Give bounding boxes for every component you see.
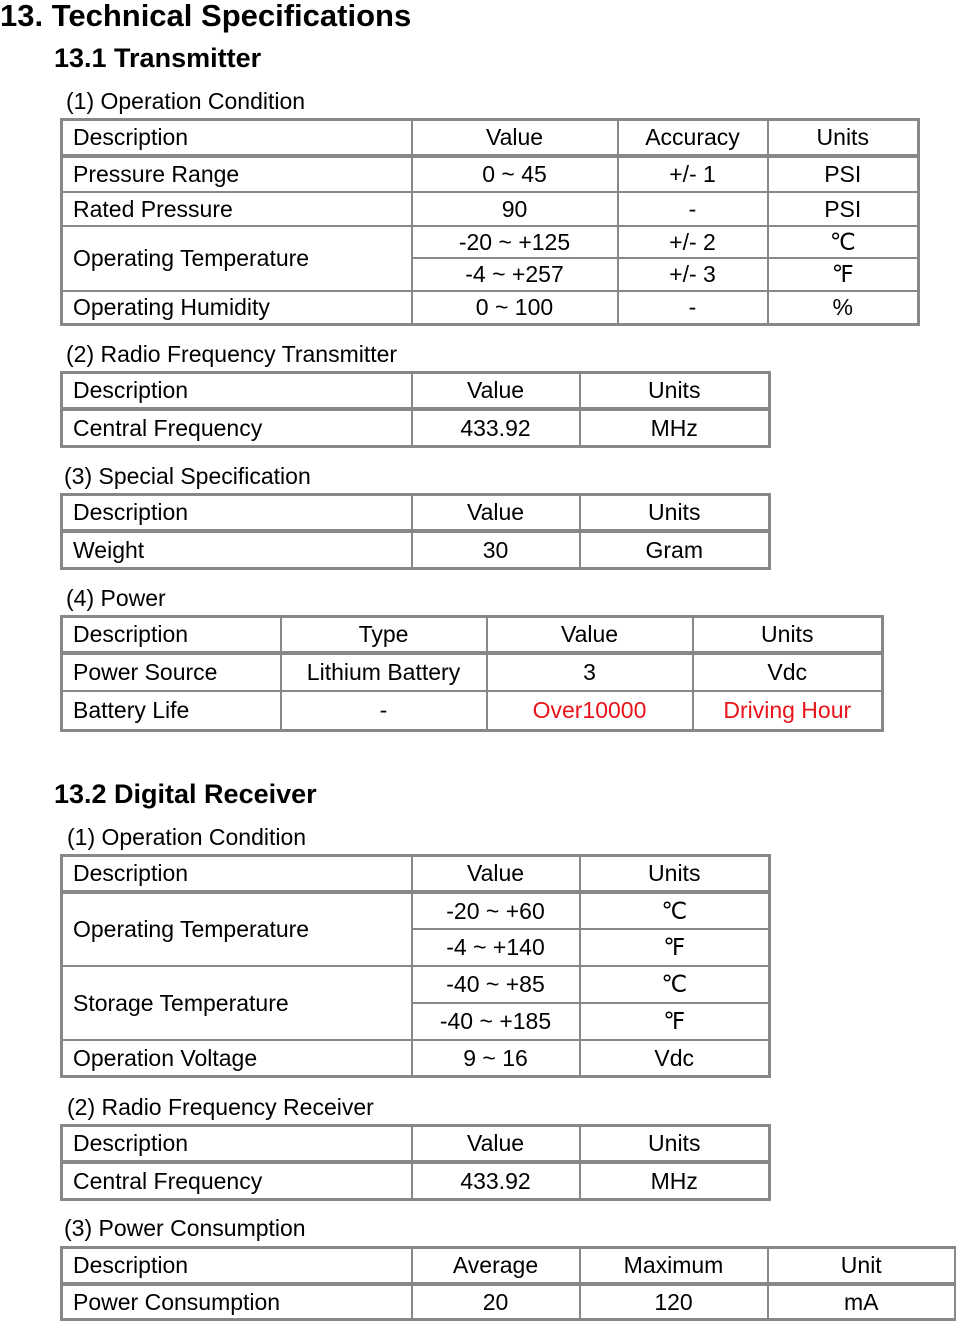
table-cell: % [768,291,919,325]
table-header-row [62,373,770,409]
table-cell: Pressure Range [62,156,412,192]
table-cell: - [618,291,768,325]
battery-life-unit: Driving Hour [693,691,883,731]
header-cell: Type [281,617,487,653]
table-row [62,691,883,731]
table-cell: ℃ [580,966,770,1003]
table-header-row [62,856,770,892]
table-tx-operation [60,118,920,326]
table-rx-consumption [60,1246,956,1321]
table-cell: +/- 1 [618,156,768,192]
table-cell: Operating Humidity [62,291,412,325]
header-cell: Value [412,120,618,156]
table-row [62,892,770,929]
header-cell: Description [62,495,412,531]
table-cell: -20 ~ +60 [412,892,580,929]
header-cell: Description [62,1126,412,1162]
header-cell: Value [412,495,580,531]
table-cell: - [618,192,768,226]
table-cell: 9 ~ 16 [412,1040,580,1077]
table-cell: Central Frequency [62,409,412,447]
header-cell: Units [580,495,770,531]
table-cell: -40 ~ +85 [412,966,580,1003]
table-cell: Gram [580,531,770,569]
table-cell: Storage Temperature [62,966,412,1040]
table-cell: ℉ [580,929,770,966]
header-cell: Average [412,1248,580,1284]
table-cell: Central Frequency [62,1162,412,1200]
table-cell: ℃ [580,892,770,929]
table-header-row [62,617,883,653]
table-cell: - [281,691,487,731]
table-header-row [62,1126,770,1162]
table-cell: 120 [580,1284,768,1320]
table-rx-operation [60,854,771,1078]
table-cell: Rated Pressure [62,192,412,226]
section-heading-transmitter: 13.1 Transmitter [54,43,262,73]
header-cell: Value [412,1126,580,1162]
table-tx-power [60,615,884,732]
table-tx-rf [60,371,771,448]
header-cell: Value [412,856,580,892]
caption-tx-power: (4) Power [66,585,166,611]
table-cell: mA [768,1284,956,1320]
table-row [62,226,919,258]
header-cell: Units [580,1126,770,1162]
table-rx-rf [60,1124,771,1201]
section-heading-receiver: 13.2 Digital Receiver [54,779,317,809]
table-row [62,1162,770,1200]
caption-tx-special: (3) Special Specification [64,463,311,489]
header-cell: Unit [768,1248,956,1284]
table-row [62,1040,770,1077]
battery-life-value: Over10000 [487,691,693,731]
table-cell: MHz [580,409,770,447]
table-cell: 30 [412,531,580,569]
header-cell: Description [62,617,281,653]
table-tx-special [60,493,771,570]
header-cell: Units [580,856,770,892]
table-cell: 0 ~ 45 [412,156,618,192]
table-cell: -4 ~ +257 [412,258,618,291]
caption-rx-rf: (2) Radio Frequency Receiver [67,1094,374,1120]
table-row [62,291,919,325]
table-cell: Vdc [693,653,883,691]
table-header-row [62,120,919,156]
table-row [62,192,919,226]
header-cell: Accuracy [618,120,768,156]
caption-rx-consumption: (3) Power Consumption [64,1215,306,1241]
header-cell: Units [580,373,770,409]
table-cell: Operating Temperature [62,892,412,966]
header-cell: Units [693,617,883,653]
table-cell: Power Consumption [62,1284,412,1320]
table-row [62,1284,956,1320]
header-cell: Description [62,856,412,892]
table-cell: 90 [412,192,618,226]
table-cell: Vdc [580,1040,770,1077]
table-cell: 3 [487,653,693,691]
table-cell: MHz [580,1162,770,1200]
table-cell: 433.92 [412,409,580,447]
table-cell: ℉ [580,1003,770,1040]
header-cell: Value [412,373,580,409]
header-cell: Units [768,120,919,156]
table-row [62,156,919,192]
table-cell: ℃ [768,226,919,258]
table-cell: -20 ~ +125 [412,226,618,258]
table-cell: -40 ~ +185 [412,1003,580,1040]
table-header-row [62,495,770,531]
header-cell: Description [62,120,412,156]
table-row [62,653,883,691]
table-cell: ℉ [768,258,919,291]
table-cell: Power Source [62,653,281,691]
table-cell: Operating Temperature [62,226,412,291]
caption-tx-rf: (2) Radio Frequency Transmitter [66,341,398,367]
table-cell: 0 ~ 100 [412,291,618,325]
table-cell: PSI [768,156,919,192]
table-row [62,966,770,1003]
table-row [62,531,770,569]
header-cell: Description [62,1248,412,1284]
table-cell: Lithium Battery [281,653,487,691]
header-cell: Maximum [580,1248,768,1284]
table-header-row [62,1248,956,1284]
header-cell: Description [62,373,412,409]
caption-rx-operation: (1) Operation Condition [67,824,307,850]
table-cell: Weight [62,531,412,569]
table-cell: +/- 2 [618,226,768,258]
table-cell: 20 [412,1284,580,1320]
page-title: 13. Technical Specifications [0,0,412,33]
table-row [62,409,770,447]
table-cell: Operation Voltage [62,1040,412,1077]
caption-tx-operation: (1) Operation Condition [66,88,306,114]
table-cell: PSI [768,192,919,226]
table-cell: 433.92 [412,1162,580,1200]
table-cell: +/- 3 [618,258,768,291]
table-cell: -4 ~ +140 [412,929,580,966]
table-cell: Battery Life [62,691,281,731]
header-cell: Value [487,617,693,653]
